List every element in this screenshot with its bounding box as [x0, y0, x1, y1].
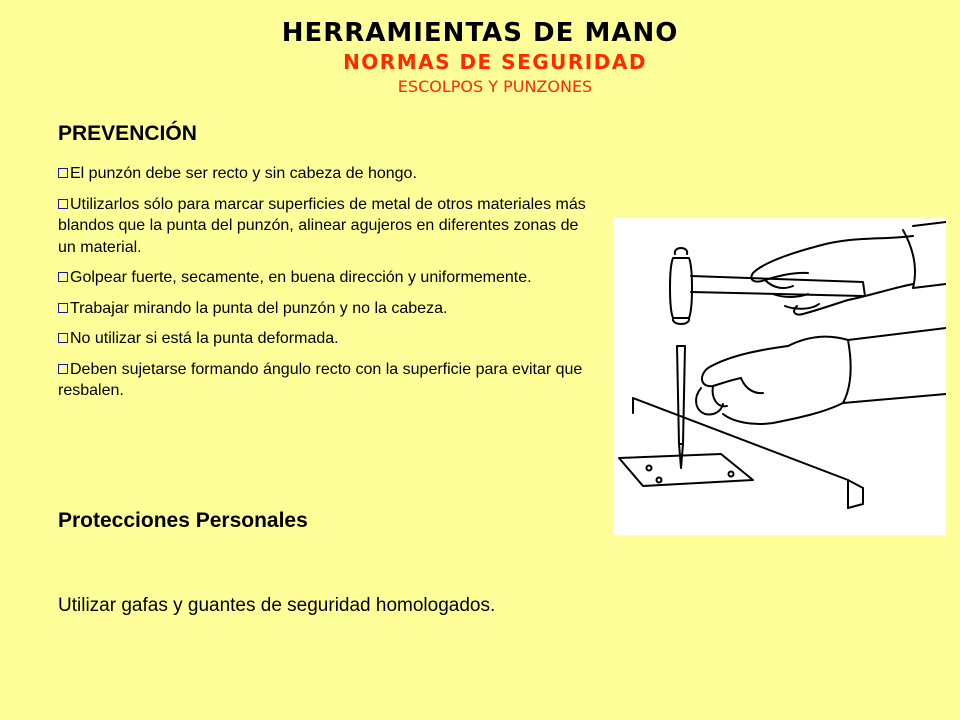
checkbox-bullet-icon	[58, 199, 68, 209]
list-item	[58, 328, 598, 350]
list-item-text: Deben sujetarse formando ángulo recto con la superficie para evitar que resbalen.	[58, 360, 583, 399]
protecciones-heading: Protecciones Personales	[58, 509, 308, 532]
list-item-text: El punzón debe ser recto y sin cabeza de hongo.	[70, 165, 417, 182]
checkbox-bullet-icon	[58, 303, 68, 313]
checkbox-bullet-icon	[58, 333, 68, 343]
checkbox-bullet-icon	[58, 272, 68, 282]
list-item	[58, 267, 598, 289]
checkbox-bullet-icon	[58, 364, 68, 374]
list-item	[58, 163, 598, 185]
list-item-text: No utilizar si está la punta deformada.	[70, 330, 339, 347]
protecciones-text: Utilizar gafas y guantes de seguridad homologados.	[58, 595, 496, 616]
checkbox-bullet-icon	[58, 168, 68, 178]
page-subtitle: NORMAS DE SEGURIDAD	[343, 50, 647, 74]
prevencion-heading: PREVENCIÓN	[58, 122, 197, 145]
list-item	[58, 359, 598, 402]
list-item-text: Golpear fuerte, secamente, en buena dirección y uniformemente.	[70, 269, 532, 286]
list-item-text: Utilizarlos sólo para marcar superficies de metal de otros materiales más blandos que la punta del punzón, alinear agujeros en diferentes zonas de un material.	[58, 195, 586, 256]
page-title: HERRAMIENTAS DE MANO	[281, 18, 679, 48]
prevencion-list	[58, 163, 598, 411]
page-topic: ESCOLPOS Y PUNZONES	[397, 77, 593, 96]
list-item-text: Trabajar mirando la punta del punzón y no la cabeza.	[70, 299, 448, 317]
list-item	[58, 194, 598, 259]
list-item	[58, 298, 598, 320]
hammer-punch-illustration-icon	[613, 218, 946, 535]
